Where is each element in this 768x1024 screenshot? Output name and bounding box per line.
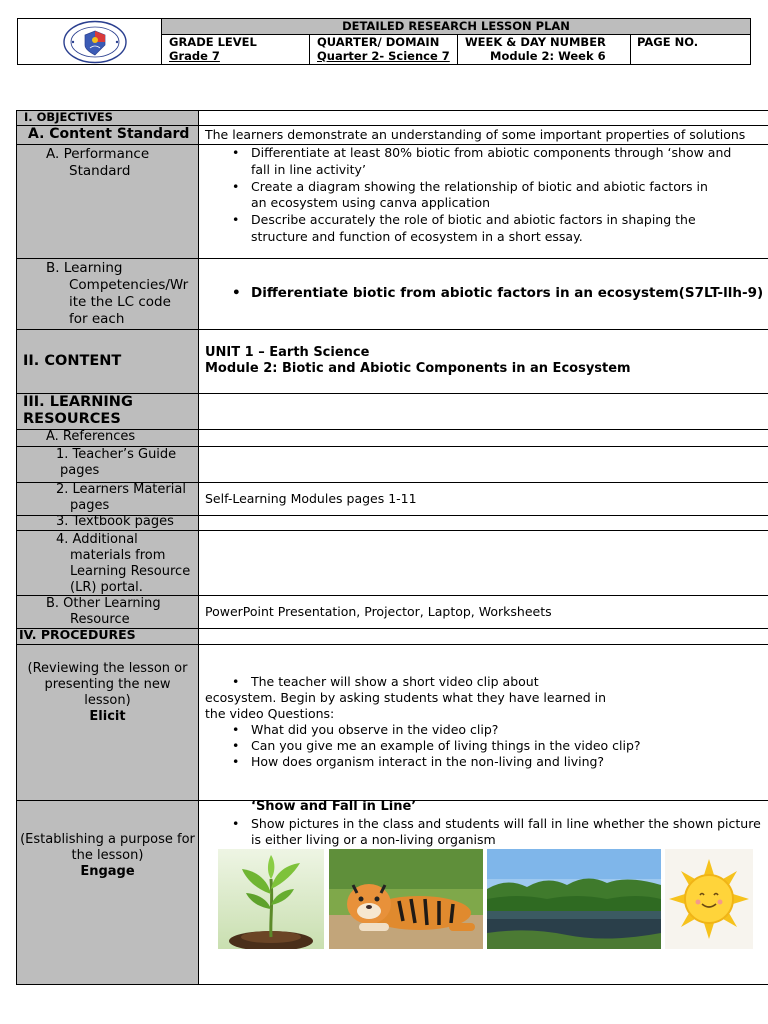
list-item: • How does organism interact in the non-living and living?	[205, 754, 765, 770]
teachers-guide-label: 1. Teacher’s Guide	[56, 447, 177, 462]
elicit-description: (Reviewing the lesson or	[27, 661, 188, 676]
content-unit: UNIT 1 – Earth Science	[205, 345, 370, 360]
learners-material-label: 2. Learners Material	[56, 482, 186, 497]
engage-instructions	[205, 816, 768, 848]
elicit-questions-list	[205, 722, 765, 770]
quarter-label: QUARTER/ DOMAIN	[317, 35, 440, 49]
additional-materials-label: 4. Additional	[56, 532, 138, 547]
list-item: • What did you observe in the video clip?	[205, 722, 765, 738]
list-item: • The teacher will show a short video clip about	[205, 674, 765, 691]
list-item: • Show pictures in the class and students will fall in line whether the shown picture is either living or a non-living organism	[205, 816, 768, 848]
content-standard-label: A. Content Standard	[28, 126, 190, 142]
engage-title: ‘Show and Fall in Line’	[251, 799, 417, 814]
elicit-intro	[205, 674, 765, 691]
grade-label: GRADE LEVEL	[169, 35, 257, 49]
week-value: Module 2: Week 6	[490, 49, 606, 63]
page-label: PAGE NO.	[637, 35, 699, 49]
pond-landscape-image	[487, 849, 661, 949]
header-title: DETAILED RESEARCH LESSON PLAN	[342, 19, 570, 33]
list-item: • Create a diagram showing the relationship of biotic and abiotic factors in an ecosystem using canva application	[205, 179, 765, 213]
learning-competencies-label: B. Learning	[46, 260, 123, 276]
list-item: • Can you give me an example of living things in the video clip?	[205, 738, 765, 754]
list-item: • Differentiate at least 80% biotic from abiotic components through ‘show and fall in line activity’	[205, 145, 765, 179]
engage-label: Engage	[80, 864, 135, 879]
deped-seal-icon	[62, 20, 128, 64]
engage-description: (Establishing a purpose for	[20, 832, 195, 847]
quarter-value: Quarter 2- Science 7	[317, 49, 450, 63]
other-resource-label: B. Other Learning	[46, 596, 161, 611]
elicit-label: Elicit	[89, 709, 126, 724]
procedures-heading: IV. PROCEDURES	[19, 627, 136, 642]
content-label: II. CONTENT	[23, 353, 122, 369]
tiger-image	[329, 849, 483, 949]
week-label: WEEK & DAY NUMBER	[465, 35, 606, 49]
references-label: A. References	[46, 429, 136, 444]
performance-standard-label: A. Performance	[46, 146, 150, 162]
plant-seedling-image	[218, 849, 324, 949]
learners-material-value: Self-Learning Modules pages 1-11	[205, 491, 417, 506]
learning-resources-label: III. LEARNING	[23, 394, 133, 410]
grade-value: Grade 7	[169, 49, 220, 63]
textbook-label: 3. Textbook pages	[56, 514, 174, 529]
content-module: Module 2: Biotic and Abiotic Components in an Ecosystem	[205, 361, 631, 376]
cartoon-sun-image	[665, 849, 753, 949]
objectives-heading: I. OBJECTIVES	[24, 110, 113, 124]
list-item: • Describe accurately the role of biotic and abiotic factors in shaping the structure and function of ecosystem in a short essay.	[205, 212, 765, 246]
list-item: • Differentiate biotic from abiotic factors in an ecosystem(S7LT-llh-9)	[205, 285, 765, 302]
learning-competency-list	[205, 285, 765, 302]
content-standard-text: The learners demonstrate an understanding of some important properties of solutions	[205, 127, 746, 142]
performance-standard-list	[205, 145, 765, 246]
other-resource-value: PowerPoint Presentation, Projector, Laptop, Worksheets	[205, 604, 552, 619]
